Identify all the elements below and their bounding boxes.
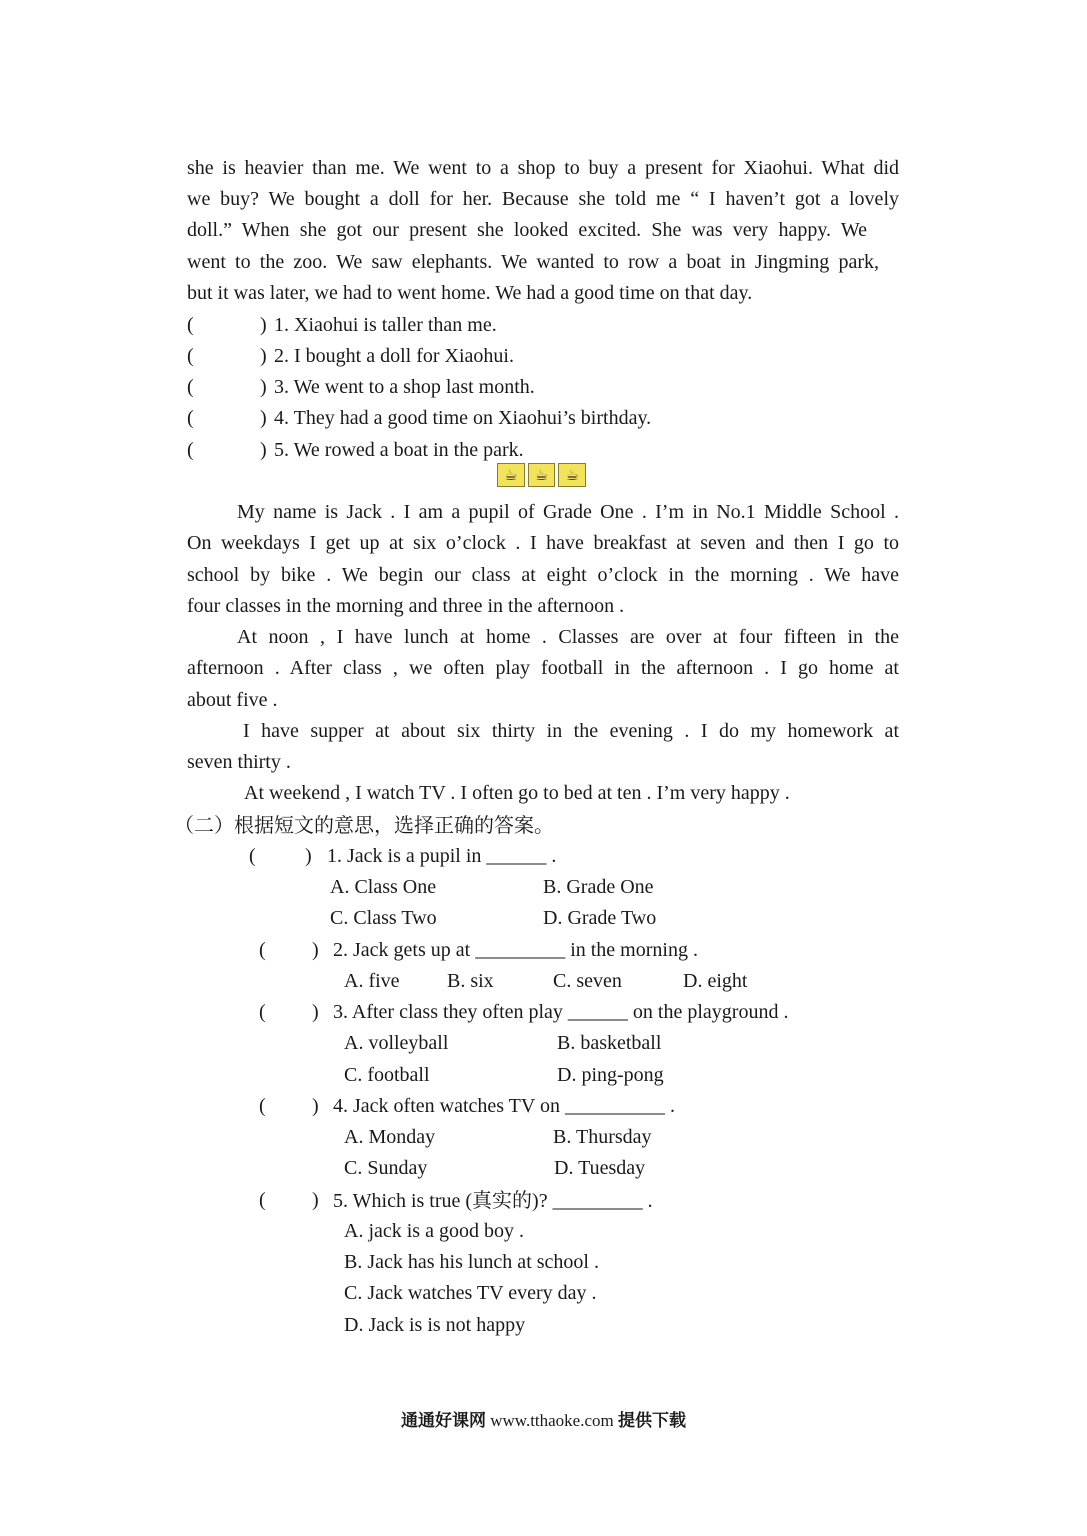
mc-q2-stem: 2. Jack gets up at _________ in the morning .: [333, 939, 698, 961]
passage1-line-4: went to the zoo. We saw elephants. We wanted to row a boat in Jingming park,: [187, 251, 879, 273]
mc-q3-option-a: A. volleyball: [344, 1032, 449, 1054]
mc-q3-stem: 3. After class they often play ______ on the playground .: [333, 1001, 789, 1023]
passage2-line-2: On weekdays I get up at six o’clock . I have breakfast at seven and then I go to: [187, 532, 899, 554]
mc-q3-option-b: B. basketball: [557, 1032, 662, 1054]
footer-site-name: 通通好课网: [400, 1411, 486, 1431]
answer-paren-open: (: [187, 439, 194, 461]
mc-q1-stem: 1. Jack is a pupil in ______ .: [327, 845, 557, 867]
mc-q2-option-c: C. seven: [553, 970, 622, 992]
mc-q5-paren-close: ): [312, 1189, 319, 1211]
passage1-line-1: she is heavier than me. We went to a shop to buy a present for Xiaohui. What did: [187, 157, 899, 179]
mc-q2-option-d: D. eight: [683, 970, 748, 992]
footer-download-note: 提供下载: [618, 1411, 687, 1431]
answer-paren-open: (: [187, 407, 194, 429]
section-heading: （二）根据短文的意思，选择正确的答案。: [174, 813, 554, 837]
tf-item-text: 4. They had a good time on Xiaohui’s birthday.: [274, 407, 652, 429]
tf-item-text: 5. We rowed a boat in the park.: [274, 439, 524, 461]
passage2-line-10: At weekend , I watch TV . I often go to bed at ten . I’m very happy .: [244, 782, 790, 804]
passage2-line-3: school by bike . We begin our class at eight o’clock in the morning . We have: [187, 564, 899, 586]
mc-q2-paren-close: ): [312, 939, 319, 961]
mc-q3-paren-open: (: [259, 1001, 266, 1023]
passage1-line-2: we buy? We bought a doll for her. Because she told me “ I haven’t got a lovely: [187, 188, 899, 210]
mc-q5-option-c: C. Jack watches TV every day .: [344, 1282, 597, 1304]
mc-q4-option-b: B. Thursday: [553, 1126, 652, 1148]
mc-q5-stem-a: 5. Which is true (: [333, 1190, 473, 1212]
passage1-line-3: doll.” When she got our present she looked excited. She was very happy. We: [187, 219, 867, 241]
mc-q2-option-b: B. six: [447, 970, 494, 992]
footer-url[interactable]: www.tthaoke.com: [490, 1411, 614, 1430]
answer-paren-close: ): [260, 345, 267, 367]
coffee-cup-icon: ☕: [528, 463, 556, 487]
mc-q1-option-b: B. Grade One: [543, 876, 654, 898]
passage2-line-6: afternoon . After class , we often play football in the afternoon . I go home at: [187, 657, 899, 679]
mc-q4-paren-open: (: [259, 1095, 266, 1117]
passage1-line-5: but it was later, we had to went home. We had a good time on that day.: [187, 282, 753, 304]
answer-paren-open: (: [187, 376, 194, 398]
tf-item-text: 2. I bought a doll for Xiaohui.: [274, 345, 514, 367]
page-footer: [0, 1406, 1087, 1431]
tf-item-text: 3. We went to a shop last month.: [274, 376, 535, 398]
answer-paren-open: (: [187, 345, 194, 367]
mc-q5-stem: [333, 1188, 653, 1213]
passage2-line-5: At noon , I have lunch at home . Classes are over at four fifteen in the: [237, 626, 899, 648]
mc-q4-paren-close: ): [312, 1095, 319, 1117]
mc-q2-paren-open: (: [259, 939, 266, 961]
mc-q1-option-d: D. Grade Two: [543, 907, 657, 929]
passage2-line-4: four classes in the morning and three in the afternoon .: [187, 595, 625, 617]
mc-q5-option-a: A. jack is a good boy .: [344, 1220, 524, 1242]
mc-q3-paren-close: ): [312, 1001, 319, 1023]
mc-q1-option-c: C. Class Two: [330, 907, 437, 929]
answer-paren-close: ): [260, 407, 267, 429]
mc-q5-paren-open: (: [259, 1189, 266, 1211]
answer-paren-close: ): [260, 314, 267, 336]
mc-q3-option-c: C. football: [344, 1064, 430, 1086]
coffee-cup-icon: ☕: [558, 463, 586, 487]
passage2-line-8: I have supper at about six thirty in the evening . I do my homework at: [243, 720, 899, 742]
answer-paren-open: (: [187, 314, 194, 336]
decorative-divider: [497, 463, 589, 487]
mc-q2-option-a: A. five: [344, 970, 400, 992]
mc-q1-option-a: A. Class One: [330, 876, 437, 898]
mc-q4-option-a: A. Monday: [344, 1126, 436, 1148]
mc-q1-paren-close: ): [305, 845, 312, 867]
mc-q4-stem: 4. Jack often watches TV on __________ .: [333, 1095, 675, 1117]
mc-q4-option-d: D. Tuesday: [554, 1157, 646, 1179]
passage2-line-1: My name is Jack . I am a pupil of Grade One . I’m in No.1 Middle School .: [237, 501, 899, 523]
passage2-line-7: about five .: [187, 689, 278, 711]
tf-item-text: 1. Xiaohui is taller than me.: [274, 314, 497, 336]
mc-q4-option-c: C. Sunday: [344, 1157, 428, 1179]
coffee-cup-icon: ☕: [497, 463, 525, 487]
mc-q5-stem-b: )? _________ .: [532, 1190, 653, 1212]
mc-q5-option-d: D. Jack is is not happy: [344, 1314, 526, 1336]
answer-paren-close: ): [260, 376, 267, 398]
mc-q1-paren-open: (: [249, 845, 256, 867]
mc-q3-option-d: D. ping-pong: [557, 1064, 664, 1086]
mc-q5-stem-cn: 真实的: [472, 1188, 533, 1212]
answer-paren-close: ): [260, 439, 267, 461]
mc-q5-option-b: B. Jack has his lunch at school .: [344, 1251, 599, 1273]
passage2-line-9: seven thirty .: [187, 751, 291, 773]
